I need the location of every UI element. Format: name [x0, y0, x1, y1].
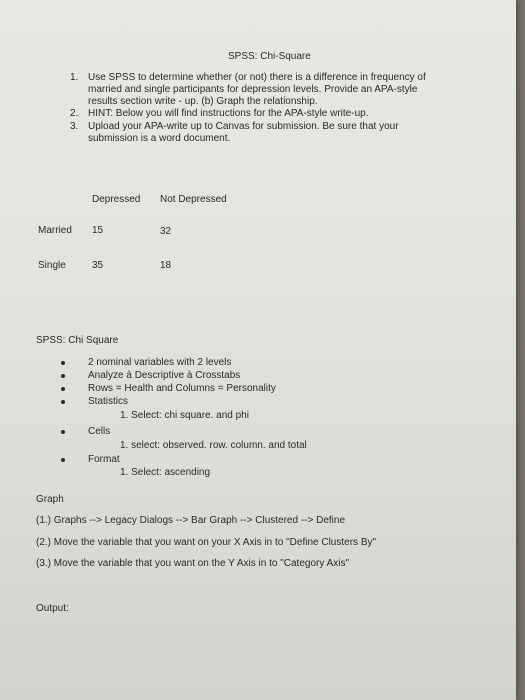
instruction-number: 1.: [70, 72, 79, 83]
row-label-single: Single: [38, 260, 66, 271]
sub-step: 1. select: observed. row. column. and total: [120, 440, 307, 451]
row-label-married: Married: [38, 225, 72, 236]
graph-step: (2.) Move the variable that you want on your X Axis in to "Define Clusters By": [36, 537, 377, 548]
bullet-text: Format: [88, 454, 120, 465]
bullet-dot: [61, 374, 65, 378]
bullet-text: Statistics: [88, 396, 129, 407]
instruction-text: Upload your APA-write up to Canvas for submission. Be sure that your: [88, 121, 399, 132]
bullet-text: Analyze à Descriptive à Crosstabs: [88, 370, 241, 381]
cell-married-not-depressed: 32: [160, 226, 172, 237]
col-header-depressed: Depressed: [92, 194, 141, 205]
instruction-text: married and single participants for depression levels. Provide an APA-style: [88, 84, 418, 95]
instruction-number: 2.: [70, 108, 79, 119]
bullet-dot: [61, 361, 65, 365]
instruction-number: 3.: [70, 121, 79, 132]
sub-step: 1. Select: chi square. and phi: [120, 410, 249, 421]
graph-heading: Graph: [36, 494, 64, 505]
graph-step: (1.) Graphs --> Legacy Dialogs --> Bar Graph --> Clustered --> Define: [36, 515, 346, 526]
cell-single-depressed: 35: [92, 260, 104, 271]
bullet-text: Rows = Health and Columns = Personality: [88, 383, 276, 394]
bullet-dot: [61, 400, 65, 404]
bullet-text: 2 nominal variables with 2 levels: [88, 357, 232, 368]
instruction-text: results section write - up. (b) Graph the relationship.: [88, 96, 318, 107]
bullet-text: Cells: [88, 426, 111, 437]
instruction-text: submission is a word document.: [88, 133, 231, 144]
cell-married-depressed: 15: [92, 225, 104, 236]
graph-step: (3.) Move the variable that you want on the Y Axis in to "Category Axis": [36, 558, 350, 569]
sub-step: 1. Select: ascending: [120, 467, 211, 478]
instruction-text: HINT: Below you will find instructions for the APA-style write-up.: [88, 108, 369, 119]
instruction-text: Use SPSS to determine whether (or not) there is a difference in frequency of: [88, 72, 426, 83]
section-title: SPSS: Chi Square: [36, 335, 119, 346]
cell-single-not-depressed: 18: [160, 260, 172, 271]
bullet-dot: [61, 458, 65, 462]
output-label: Output:: [36, 603, 69, 614]
page-title: SPSS: Chi-Square: [228, 51, 311, 62]
bullet-dot: [61, 430, 65, 434]
col-header-not-depressed: Not Depressed: [160, 194, 227, 205]
bullet-dot: [61, 387, 65, 391]
